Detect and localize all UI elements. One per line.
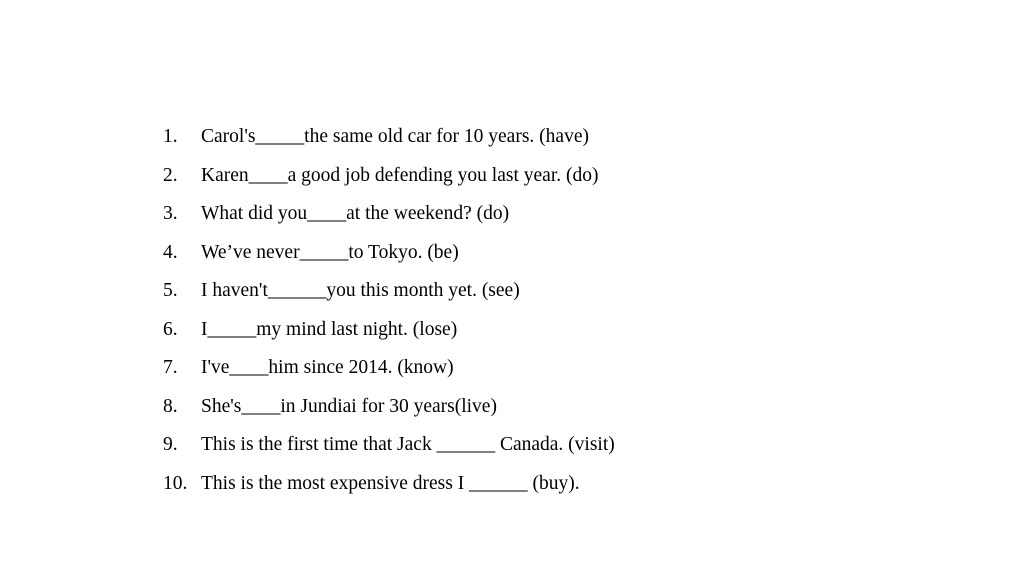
item-text: She's____in Jundiai for 30 years(live) [201,395,497,417]
exercise-item-5 [163,272,983,311]
exercise-list [163,118,983,503]
item-text: I haven't______you this month yet. (see) [201,280,520,301]
item-number: 4. [163,241,178,263]
item-number: 10. [163,472,188,494]
exercise-item-2 [163,157,983,196]
item-text: I've____him since 2014. (know) [201,357,454,378]
exercise-item-3 [163,195,983,234]
item-text: Karen____a good job defending you last year. (do) [201,164,599,186]
item-number: 6. [163,318,178,340]
item-number: 1. [163,126,178,147]
exercise-item-6 [163,311,983,350]
exercise-item-7 [163,349,983,388]
exercise-item-9 [163,426,983,465]
item-text: I_____my mind last night. (lose) [201,318,458,340]
exercise-item-10 [163,465,983,504]
item-text: What did you____at the weekend? (do) [201,203,510,224]
exercise-item-8 [163,388,983,427]
item-number: 8. [163,395,178,417]
item-text: This is the most expensive dress I ______ (buy). [201,472,580,494]
item-text: This is the first time that Jack ______ Canada. (visit) [201,434,615,455]
exercise-item-4 [163,234,983,273]
item-number: 9. [163,434,178,455]
exercise-item-1 [163,118,983,157]
item-number: 3. [163,203,178,224]
item-number: 2. [163,164,178,186]
item-text: We’ve never_____to Tokyo. (be) [201,241,459,263]
item-number: 7. [163,357,178,378]
item-text: Carol's_____the same old car for 10 years. (have) [201,126,589,147]
item-number: 5. [163,280,178,301]
